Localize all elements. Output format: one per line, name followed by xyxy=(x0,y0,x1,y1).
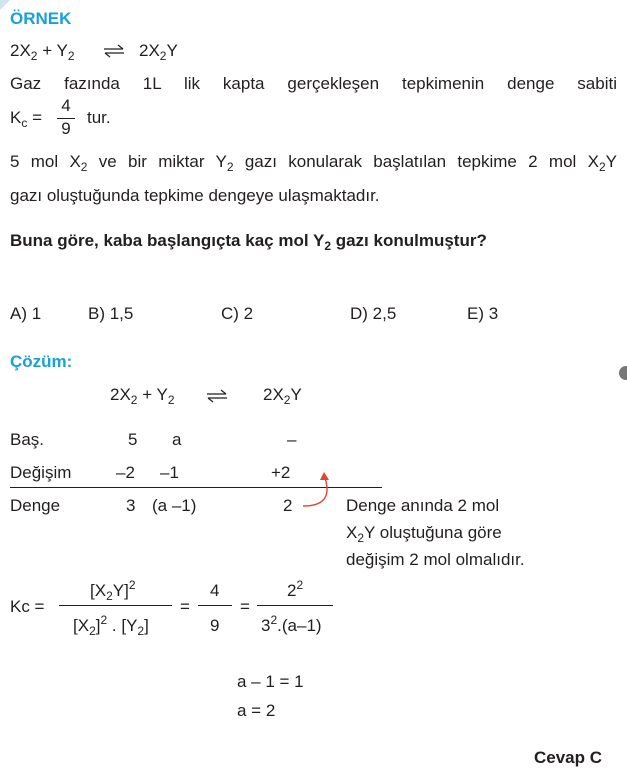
fraction-bar-3 xyxy=(257,605,333,606)
option-d: D) 2,5 xyxy=(350,304,397,323)
note-line2: $X_2Y$ oluştuğuna göre xyxy=(346,523,502,545)
row-equilibrium-x2y: 2 xyxy=(283,496,293,515)
kc-expression-denominator: $[X_2]^2$ . $[Y_2]$ xyxy=(73,613,149,638)
fraction-bar-1 xyxy=(59,605,172,606)
kc-expression-label: Kc = xyxy=(10,597,45,616)
fraction-bar-2 xyxy=(198,605,232,606)
option-e: E) 3 xyxy=(467,304,499,323)
row-label-initial: Baş. xyxy=(10,430,45,449)
fraction2-numerator: 4 xyxy=(210,581,220,600)
row-equilibrium-x2: 3 xyxy=(126,496,136,515)
option-b: B) 1,5 xyxy=(88,304,134,323)
answer-text: Cevap C xyxy=(534,748,603,767)
row-change-y2: –1 xyxy=(160,463,179,482)
fraction2-denominator: 9 xyxy=(210,616,220,635)
kc-tail: tur. xyxy=(87,108,111,127)
page-corner-decoration xyxy=(0,0,10,10)
kc-label: $K_c$ = xyxy=(10,108,43,130)
example-paragraph2-line2: gazı oluştuğunda tepkime dengeye ulaşmaktadır. xyxy=(10,186,380,205)
curved-arrow-icon xyxy=(300,470,350,510)
row-initial-y2: a xyxy=(172,430,182,449)
example-paragraph2-line1: 5 mol $X_2$ ve bir miktar $Y_2$ gazı konularak başlatılan tepkime 2 mol $X_2Y$ xyxy=(10,152,617,174)
solution-reaction: $2X_2 + Y_2$ xyxy=(110,385,175,407)
row-label-equilibrium: Denge xyxy=(10,496,61,515)
kc-expression-numerator: $[X_2Y]^2$ xyxy=(90,578,136,603)
option-a: A) 1 xyxy=(10,304,42,323)
option-c: C) 2 xyxy=(221,304,254,323)
note-line1: Denge anında 2 mol xyxy=(346,496,500,515)
example-reaction-product: $2X_2Y$ xyxy=(139,41,178,63)
example-text-line1: Gaz fazında 1L lik kapta gerçekleşen tepkimenin denge sabiti xyxy=(10,74,617,93)
fraction3-denominator: $3^2.(a-1)$ xyxy=(261,613,322,635)
result-line1: a – 1 = 1 xyxy=(237,672,304,691)
fraction3-numerator: $2^2$ xyxy=(287,578,304,600)
equilibrium-arrow-icon xyxy=(103,44,125,58)
note-line3: değişim 2 mol olmalıdır. xyxy=(346,550,525,569)
solution-reaction-product: $2X_2Y$ xyxy=(263,385,302,407)
page-edge-tab xyxy=(619,366,627,380)
row-equilibrium-y2: (a –1) xyxy=(152,496,197,515)
question-text: Buna göre, kaba başlangıçta kaç mol $Y_2$ gazı konulmuştur? xyxy=(10,231,487,253)
example-reaction: $2X_2 + Y_2$ xyxy=(10,41,75,63)
equilibrium-arrow-icon xyxy=(206,389,228,403)
row-initial-x2y: – xyxy=(287,430,297,449)
kc-fraction: $\frac{4}{9}$ xyxy=(57,96,75,139)
example-heading: ÖRNEK xyxy=(10,9,72,28)
equals-sign-1: = xyxy=(180,597,190,616)
result-line2: a = 2 xyxy=(237,701,276,720)
equals-sign-2: = xyxy=(240,597,250,616)
row-label-change: Değişim xyxy=(10,463,72,482)
solution-heading: Çözüm: xyxy=(10,352,73,371)
row-change-x2y: +2 xyxy=(271,463,291,482)
row-change-x2: –2 xyxy=(116,463,135,482)
row-initial-x2: 5 xyxy=(128,430,138,449)
